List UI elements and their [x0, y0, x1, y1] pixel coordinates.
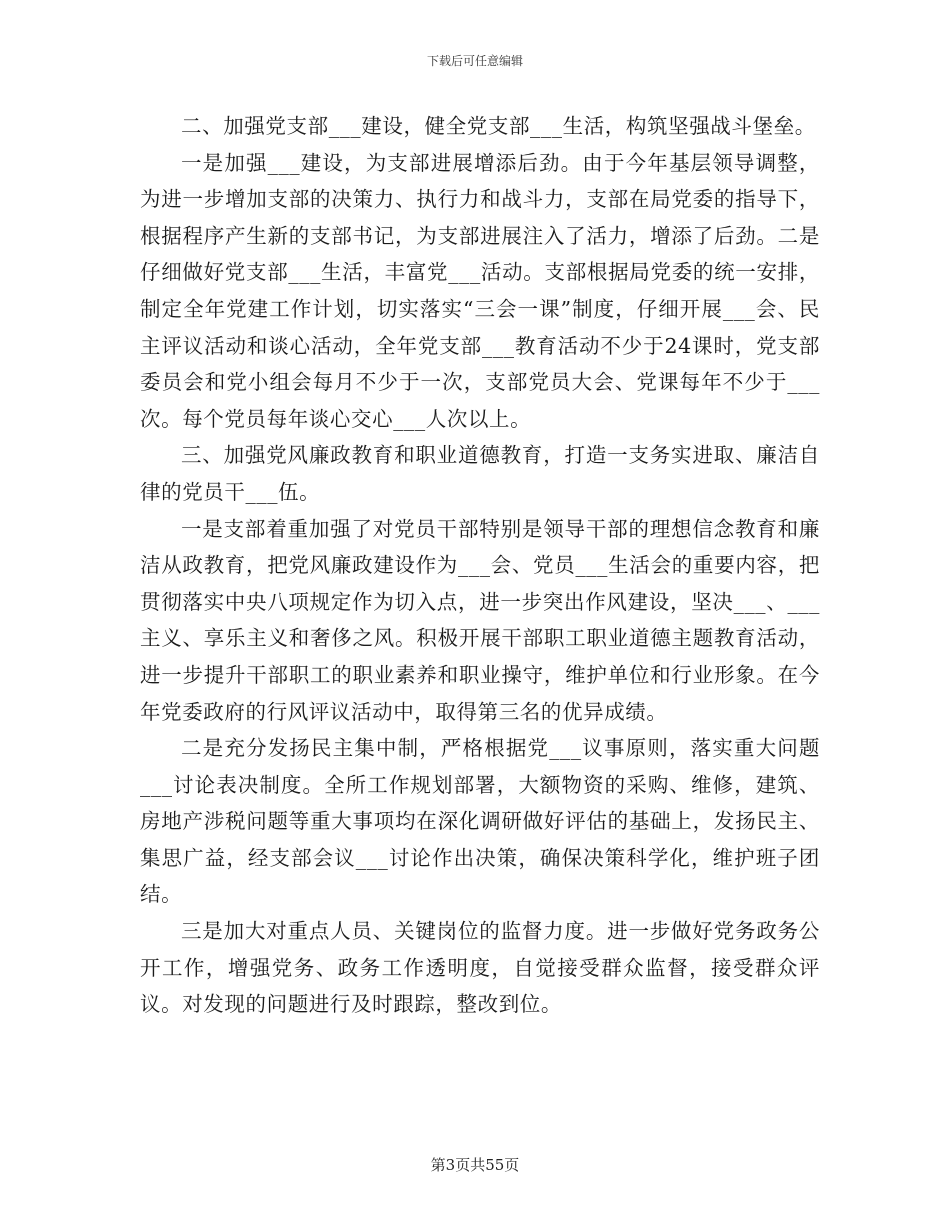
page-header-note: 下载后可任意编辑 — [426, 54, 523, 68]
paragraph-branch-building: 一是加强___建设，为支部进展增添后劲。由于今年基层领导调整，为进一步增加支部的决策力、执行力和战斗力，支部在局党委的指导下，根据程序产生新的支部书记，为支部进展注入了活力，增添了后劲。二是仔细做好党支部___生活，丰富党___活动。支部根据局党委的统一安排，制定全年党建工作计划，切实落实“三会一课”制度，仔细开展___会、民主评议活动和谈心活动，全年党支部___教育活动不少于24课时，党支部委员会和党小组会每月不少于一次，支部党员大会、党课每年不少于___次。每个党员每年谈心交心___人次以上。 — [140, 150, 820, 431]
paragraph-integrity-education: 一是支部着重加强了对党员干部特别是领导干部的理想信念教育和廉洁从政教育，把党风廉政建设作为___会、党员___生活会的重要内容，把贯彻落实中央八项规定作为切入点，进一步突出作风建设，坚决___、___主义、享乐主义和奢侈之风。积极开展干部职工职业道德主题教育活动，进一步提升干部职工的职业素养和职业操守，维护单位和行业形象。在今年党委政府的行风评议活动中，取得第三名的优异成绩。 — [140, 516, 820, 724]
paragraph-section-two-heading: 二、加强党支部___建设，健全党支部___生活，构筑坚强战斗堡垒。 — [181, 114, 816, 138]
paragraph-supervision: 三是加大对重点人员、关键岗位的监督力度。进一步做好党务政务公开工作，增强党务、政务工作透明度，自觉接受群众监督，接受群众评议。对发现的问题进行及时跟踪，整改到位。 — [140, 919, 820, 1017]
paragraph-democratic-centralism: 二是充分发扬民主集中制，严格根据党___议事原则，落实重大问题___讨论表决制度。全所工作规划部署，大额物资的采购、维修，建筑、房地产涉税问题等重大事项均在深化调研做好评估的基础上，发扬民主、集思广益，经支部会议___讨论作出决策，确保决策科学化，维护班子团结。 — [140, 736, 820, 907]
page-number: 第3页共55页 — [430, 1156, 520, 1174]
document-body — [140, 108, 820, 1023]
paragraph-section-three-heading: 三、加强党风廉政教育和职业道德教育，打造一支务实进取、廉洁自律的党员干___伍。 — [140, 443, 820, 504]
